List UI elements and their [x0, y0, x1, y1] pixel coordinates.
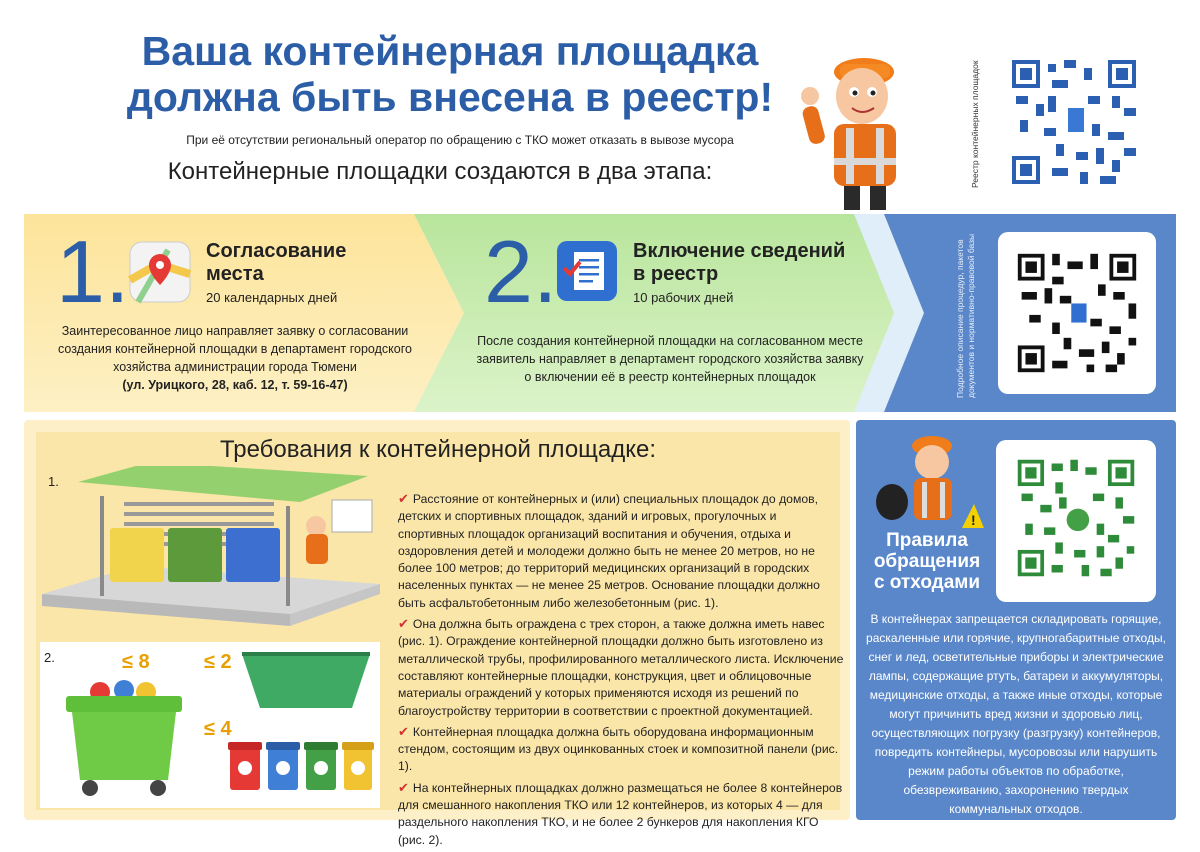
- check-icon: ✔: [398, 779, 409, 795]
- step-2-days: 10 рабочих дней: [633, 290, 734, 305]
- requirement-item: ✔ Расстояние от контейнерных и (или) специальных площадок до домов, детских и спортивных площадок, зданий и игровых, прогулочных и спортивных площадок организаций воспитания и обучения, отдыха и оздоровления детей и молодежи должно быть не менее 20 метров, но не более 100 метров; до территорий медицинских организаций в городских населенных пунктах — не менее 25 метров. Основание площадки должно быть асфальтобетонным либо железобетонным (рис. 1).: [398, 491, 820, 610]
- sorting-bins-icon: [228, 742, 374, 796]
- step-2-title: Включение сведений в реестр: [633, 240, 846, 285]
- document-checklist-icon: [556, 240, 618, 302]
- check-icon: ✔: [398, 616, 409, 632]
- check-icon: ✔: [398, 491, 409, 506]
- step-1-number: 1.: [56, 222, 130, 321]
- stages-heading: Контейнерные площадки создаются в два этапа:: [167, 158, 713, 185]
- green-container-icon: [62, 676, 186, 800]
- svg-text:!: !: [971, 512, 976, 528]
- step-1-days: 20 календарных дней: [206, 290, 338, 305]
- figure-2-label: 2.: [44, 650, 55, 665]
- waste-rules-title: Правила обращения с отходами: [873, 530, 981, 593]
- container-site-illustration: [40, 466, 380, 636]
- requirement-item: ✔ На контейнерных площадках должно размещаться не более 8 контейнеров для смешанного накопления ТКО или 12 контейнеров, из которых 4 — для раздельного накопления ТКО, и не более 2 бункеров для накопления КГО (рис. 2).: [398, 779, 843, 847]
- kgo-bunker-cap: ≤ 2: [204, 651, 232, 673]
- step-1-title: Согласование места: [206, 240, 347, 285]
- qr-code-procedures-icon[interactable]: [1014, 250, 1140, 376]
- separate-container-cap: ≤ 4: [204, 718, 232, 740]
- qr-registry-caption: Реестр контейнерных площадок: [970, 60, 980, 188]
- step-1-description: Заинтересованное лицо направляет заявку о согласовании создания контейнерной площадки в департамент городского хозяйства администрации города Тюмени (ул. Урицкого, 28, каб. 12, т. 59-16-47): [58, 324, 412, 392]
- waste-rules-text: В контейнерах запрещается складировать горящие, раскаленные или горячие, крупногабаритные отходы, снег и лед, осветительные приборы и электрические лампы, содержащие ртуть, батареи и аккумуляторы, медицинские отходы, а также иные отходы, которые могут причинить вред жизни и здоровью лиц, осуществляющих погрузку (разгрузку) контейнеров, повредить контейнеры, мусоровозы или нарушить режим работы объектов по обработке, обезвреживанию, захоронению твердых коммунальных отходов.: [866, 612, 1166, 816]
- title-line-2: должна быть внесена в реестр!: [126, 74, 774, 120]
- worker-mascot-icon: [800, 36, 928, 214]
- requirements-list: [398, 490, 844, 852]
- check-icon: ✔: [398, 723, 409, 739]
- requirements-title: Требования к контейнерной площадке:: [219, 436, 657, 463]
- map-pin-icon: [128, 240, 192, 304]
- qr-code-waste-rules-icon[interactable]: [1014, 456, 1138, 580]
- requirement-item: ✔ Контейнерная площадка должна быть оборудована информационным стендом, состоящим из двух оцинкованных стоек и композитной панели (рис. 1).: [398, 723, 839, 774]
- figure-1-label: 1.: [48, 474, 59, 489]
- mixed-container-cap: ≤ 8: [122, 651, 150, 673]
- kgo-bunker-icon: [240, 650, 372, 714]
- step-2-number: 2.: [484, 222, 558, 321]
- requirement-item: ✔ Она должна быть ограждена с трех сторон, а также должна иметь навес (рис. 1). Ограждение контейнерной площадки должно быть изготовлено из металлической трубы, профилированного металлического листа. Исключение составляют контейнерные площадки, конструкция, цвет и облицовочные материалы ограждений у которых применяются исходя из решений по благоустройству территории в соответствии с проектной документацией.: [398, 616, 844, 718]
- qr-code-registry-icon[interactable]: [1008, 56, 1140, 188]
- page-subtitle: При её отсутствии региональный оператор по обращению с ТКО может отказать в вывозе мусора: [186, 133, 734, 147]
- title-line-1: Ваша контейнерная площадка: [141, 28, 759, 74]
- procedures-caption: Подробное описание процедур, пакетов документов и нормативно-правовой базы: [955, 233, 976, 398]
- page-title: [90, 28, 810, 120]
- step-2-description: После создания контейнерной площадки на согласованном месте заявитель направляет в департамент городского хозяйства заявку о включении её в реестр контейнерных площадок: [476, 334, 864, 384]
- worker-with-bag-icon: [872, 432, 984, 528]
